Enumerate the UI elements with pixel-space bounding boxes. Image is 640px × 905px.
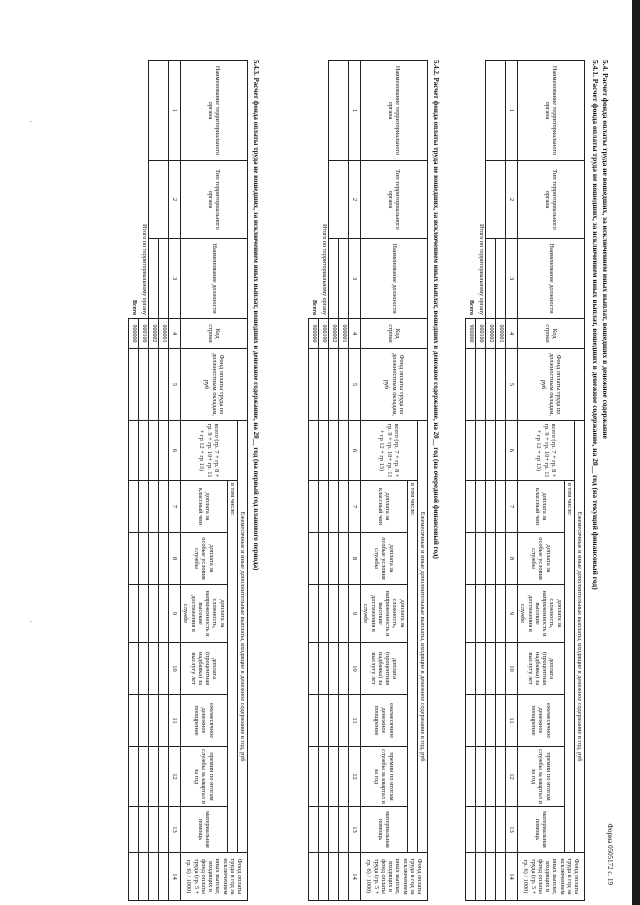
column-number: 3 xyxy=(506,239,518,319)
empty-cell xyxy=(339,349,349,421)
col-8-header: доплата за особые условия службы xyxy=(181,533,227,585)
empty-cell xyxy=(486,533,496,585)
empty-cell xyxy=(466,747,476,807)
empty-cell xyxy=(309,421,319,481)
empty-cell xyxy=(466,643,476,695)
col-position-header: Наименование должности xyxy=(181,239,248,319)
empty-cell xyxy=(129,747,139,807)
column-number: 13 xyxy=(349,807,361,853)
empty-cell xyxy=(319,533,329,585)
column-number: 10 xyxy=(169,643,181,695)
col-11-header: ежемесячное денежное поощрение xyxy=(181,695,227,747)
empty-cell xyxy=(319,585,329,643)
col-incl-header: в том числе: xyxy=(564,481,574,853)
empty-cell xyxy=(309,481,319,533)
empty-cell xyxy=(486,161,506,239)
empty-cell xyxy=(139,853,149,901)
row-code: 900000 xyxy=(309,319,319,349)
col-13-header: материальная помощь xyxy=(518,807,564,853)
empty-cell xyxy=(486,239,496,319)
column-number-row xyxy=(169,61,181,901)
empty-cell xyxy=(129,533,139,585)
empty-cell xyxy=(309,585,319,643)
empty-cell xyxy=(149,239,159,319)
empty-cell xyxy=(129,481,139,533)
empty-cell xyxy=(139,747,149,807)
column-number: 6 xyxy=(169,421,181,481)
empty-cell xyxy=(476,695,486,747)
empty-cell xyxy=(319,695,329,747)
empty-cell xyxy=(496,349,506,421)
header-line-1: 5.4. Расчет фонда оплаты труда не вошедших, за исключением иных выплат, вошедших в денежное содержание xyxy=(601,60,610,439)
empty-cell xyxy=(486,853,496,901)
column-number: 12 xyxy=(169,747,181,807)
column-number: 4 xyxy=(169,319,181,349)
empty-cell xyxy=(486,585,496,643)
col-fund-header: Фонд оплаты труда по должностным окладам, руб xyxy=(518,349,585,421)
col-9-header: доплата за сложность, напряженность и высокие достижения в службе xyxy=(518,585,564,643)
empty-cell xyxy=(476,421,486,481)
empty-cell xyxy=(486,643,496,695)
fund-table xyxy=(465,60,585,901)
empty-cell xyxy=(149,161,169,239)
empty-cell xyxy=(149,643,159,695)
empty-cell xyxy=(466,421,476,481)
column-number: 12 xyxy=(506,747,518,807)
empty-cell xyxy=(139,695,149,747)
empty-cell xyxy=(329,61,349,161)
col-13-header: материальная помощь xyxy=(181,807,227,853)
row-code: 000001 xyxy=(496,319,506,349)
column-number: 9 xyxy=(506,585,518,643)
col-10-header: доплата (процентная надбавка) за выслугу лет xyxy=(518,643,564,695)
empty-cell xyxy=(329,239,339,319)
empty-cell xyxy=(496,695,506,747)
empty-cell xyxy=(129,853,139,901)
empty-cell xyxy=(486,807,496,853)
empty-cell xyxy=(159,585,169,643)
col-7-header: доплата за классный чин xyxy=(181,481,227,533)
empty-cell xyxy=(486,349,496,421)
empty-cell xyxy=(329,747,339,807)
col-code-header: Код строки xyxy=(518,319,585,349)
column-number-row xyxy=(349,61,361,901)
row-code: 000001 xyxy=(159,319,169,349)
column-number-row xyxy=(506,61,518,901)
column-number: 2 xyxy=(506,161,518,239)
column-number: 10 xyxy=(506,643,518,695)
total-row-label: Итого по территориальному органу xyxy=(477,224,484,315)
col-9-header: доплата за сложность, напряженность и высокие достижения в службе xyxy=(181,585,227,643)
scan-dot: · xyxy=(26,120,35,123)
empty-cell xyxy=(486,61,506,161)
row-code: 900000 xyxy=(129,319,139,349)
empty-cell xyxy=(129,421,139,481)
empty-cell xyxy=(319,421,329,481)
col-incl-header: в том числе: xyxy=(227,481,237,853)
total-row-label: Итого по территориальному органу xyxy=(320,224,327,315)
empty-cell xyxy=(159,481,169,533)
empty-cell xyxy=(159,239,169,319)
col-total-header: всего (гр. 7 + гр. 8 + гр. 9 + гр. 10+ гр. 11 + гр 12 + гр 13) xyxy=(181,421,238,481)
empty-cell xyxy=(159,853,169,901)
column-number: 8 xyxy=(349,533,361,585)
col-14-header: Фонд оплаты труда в год за исключением иных выплат, входящих в фонд оплаты труда (гр. 5 + гр. 6) / 1000) xyxy=(518,853,585,901)
empty-cell xyxy=(159,349,169,421)
empty-cell xyxy=(466,807,476,853)
col-type-header: Тип территориального органа xyxy=(361,161,428,239)
column-number: 5 xyxy=(506,349,518,421)
col-group-header: Ежемесячные и иные дополнительные выплаты, входящие в денежное содержание в год, руб xyxy=(574,421,584,853)
empty-cell xyxy=(149,349,159,421)
empty-cell xyxy=(309,643,319,695)
empty-cell xyxy=(466,695,476,747)
empty-cell xyxy=(149,421,159,481)
total-row-label: Всего xyxy=(311,300,318,315)
header xyxy=(590,60,610,590)
empty-cell xyxy=(309,349,319,421)
empty-cell xyxy=(329,533,339,585)
empty-cell xyxy=(129,349,139,421)
empty-cell xyxy=(329,421,339,481)
col-10-header: доплата (процентная надбавка) за выслугу лет xyxy=(181,643,227,695)
empty-cell xyxy=(466,349,476,421)
empty-cell xyxy=(339,695,349,747)
section-title: 5.4.3. Расчет фонда оплаты труда не вошедших, за исключением иных выплат, вошедших в денежное содержание, на 20__ год (на первый год планового периода) xyxy=(252,60,260,571)
header-line-2: 5.4.1. Расчет фонда оплаты труда не вошедших, за исключением иных выплат, вошедших в денежное содержание, на 20__ год (на текущий финансовый год) xyxy=(591,60,600,590)
empty-cell xyxy=(159,421,169,481)
top-scan-bar xyxy=(632,0,640,905)
column-number: 2 xyxy=(349,161,361,239)
empty-cell xyxy=(329,349,339,421)
col-name-header: Наименование территориального органа xyxy=(361,61,428,161)
column-number: 4 xyxy=(506,319,518,349)
empty-cell xyxy=(309,533,319,585)
column-number: 11 xyxy=(169,695,181,747)
column-number: 4 xyxy=(349,319,361,349)
empty-cell xyxy=(339,747,349,807)
empty-cell xyxy=(496,853,506,901)
row-code: 000002 xyxy=(149,319,159,349)
col-code-header: Код строки xyxy=(361,319,428,349)
empty-cell xyxy=(159,695,169,747)
empty-cell xyxy=(129,643,139,695)
empty-cell xyxy=(496,533,506,585)
column-number: 3 xyxy=(169,239,181,319)
column-number: 8 xyxy=(169,533,181,585)
col-8-header: доплата за особые условия службы xyxy=(518,533,564,585)
empty-cell xyxy=(149,585,159,643)
col-7-header: доплата за классный чин xyxy=(361,481,407,533)
col-7-header: доплата за классный чин xyxy=(518,481,564,533)
empty-cell xyxy=(486,695,496,747)
scan-dot: · xyxy=(26,620,35,623)
empty-cell xyxy=(129,807,139,853)
empty-cell xyxy=(329,481,339,533)
empty-cell xyxy=(139,349,149,421)
empty-cell xyxy=(476,349,486,421)
row-code: 900000 xyxy=(466,319,476,349)
empty-cell xyxy=(496,807,506,853)
empty-cell xyxy=(339,533,349,585)
col-total-header: всего (гр. 7 + гр. 8 + гр. 9 + гр. 10+ гр. 11 + гр 12 + гр 13) xyxy=(518,421,575,481)
col-13-header: материальная помощь xyxy=(361,807,407,853)
empty-cell xyxy=(309,747,319,807)
empty-cell xyxy=(149,533,159,585)
column-number: 11 xyxy=(349,695,361,747)
empty-cell xyxy=(329,695,339,747)
empty-cell xyxy=(159,747,169,807)
empty-cell xyxy=(159,643,169,695)
empty-cell xyxy=(329,807,339,853)
empty-cell xyxy=(496,747,506,807)
empty-cell xyxy=(496,643,506,695)
empty-cell xyxy=(496,239,506,319)
column-number: 13 xyxy=(169,807,181,853)
column-number: 6 xyxy=(506,421,518,481)
empty-cell xyxy=(149,853,159,901)
total-row-label: Итого по территориальному органу xyxy=(140,224,147,315)
column-number: 14 xyxy=(349,853,361,901)
empty-cell xyxy=(149,695,159,747)
empty-cell xyxy=(339,807,349,853)
empty-cell xyxy=(329,853,339,901)
empty-cell xyxy=(139,481,149,533)
row-code: 000002 xyxy=(329,319,339,349)
row-code: 000100 xyxy=(319,319,329,349)
col-12-header: премии по итогам службы за квартал и за год xyxy=(361,747,407,807)
column-number: 3 xyxy=(349,239,361,319)
col-9-header: доплата за сложность, напряженность и высокие достижения в службе xyxy=(361,585,407,643)
section-title: 5.4.2. Расчет фонда оплаты труда не вошедших, за исключением иных выплат, вошедших в денежное содержание, на 20__ год (на очередной финансовый год) xyxy=(432,60,440,559)
column-number: 7 xyxy=(506,481,518,533)
column-number: 13 xyxy=(506,807,518,853)
col-code-header: Код строки xyxy=(181,319,248,349)
empty-cell xyxy=(139,533,149,585)
form-label: Форма 0505172 с. 19 xyxy=(606,823,614,885)
empty-cell xyxy=(139,585,149,643)
col-fund-header: Фонд оплаты труда по должностным окладам, руб xyxy=(361,349,428,421)
empty-cell xyxy=(329,585,339,643)
column-number: 14 xyxy=(506,853,518,901)
row-code: 000100 xyxy=(476,319,486,349)
column-number: 1 xyxy=(349,61,361,161)
col-position-header: Наименование должности xyxy=(361,239,428,319)
col-fund-header: Фонд оплаты труда по должностным окладам, руб xyxy=(181,349,248,421)
empty-cell xyxy=(139,807,149,853)
column-number: 14 xyxy=(169,853,181,901)
empty-cell xyxy=(339,239,349,319)
total-row-label: Всего xyxy=(131,300,138,315)
row-code: 000002 xyxy=(486,319,496,349)
fund-table xyxy=(308,60,428,901)
empty-cell xyxy=(149,807,159,853)
col-type-header: Тип территориального органа xyxy=(518,161,585,239)
empty-cell xyxy=(139,643,149,695)
empty-cell xyxy=(466,585,476,643)
column-number: 10 xyxy=(349,643,361,695)
empty-cell xyxy=(476,853,486,901)
empty-cell xyxy=(319,349,329,421)
empty-cell xyxy=(309,695,319,747)
empty-cell xyxy=(139,421,149,481)
fund-table xyxy=(128,60,248,901)
column-number: 2 xyxy=(169,161,181,239)
col-8-header: доплата за особые условия службы xyxy=(361,533,407,585)
row-code: 000100 xyxy=(139,319,149,349)
empty-cell xyxy=(319,853,329,901)
empty-cell xyxy=(149,747,159,807)
empty-cell xyxy=(319,747,329,807)
empty-cell xyxy=(149,481,159,533)
empty-cell xyxy=(329,161,349,239)
empty-cell xyxy=(339,481,349,533)
empty-cell xyxy=(319,807,329,853)
empty-cell xyxy=(339,853,349,901)
empty-cell xyxy=(339,585,349,643)
empty-cell xyxy=(159,533,169,585)
col-total-header: всего (гр. 7 + гр. 8 + гр. 9 + гр. 10+ гр. 11 + гр 12 + гр 13) xyxy=(361,421,418,481)
empty-cell xyxy=(486,747,496,807)
empty-cell xyxy=(319,643,329,695)
col-incl-header: в том числе: xyxy=(407,481,417,853)
col-name-header: Наименование территориального органа xyxy=(181,61,248,161)
column-number: 5 xyxy=(349,349,361,421)
empty-cell xyxy=(339,421,349,481)
empty-cell xyxy=(466,533,476,585)
col-group-header: Ежемесячные и иные дополнительные выплаты, входящие в денежное содержание в год, руб xyxy=(417,421,427,853)
col-14-header: Фонд оплаты труда в год за исключением иных выплат, входящих в фонд оплаты труда (гр. 5 + гр. 6) / 1000) xyxy=(361,853,428,901)
col-type-header: Тип территориального органа xyxy=(181,161,248,239)
empty-cell xyxy=(476,643,486,695)
column-number: 1 xyxy=(169,61,181,161)
column-number: 12 xyxy=(349,747,361,807)
column-number: 1 xyxy=(506,61,518,161)
empty-cell xyxy=(476,533,486,585)
col-10-header: доплата (процентная надбавка) за выслугу лет xyxy=(361,643,407,695)
empty-cell xyxy=(159,807,169,853)
empty-cell xyxy=(309,807,319,853)
empty-cell xyxy=(476,585,486,643)
empty-cell xyxy=(319,481,329,533)
row-code: 000001 xyxy=(339,319,349,349)
empty-cell xyxy=(466,853,476,901)
empty-cell xyxy=(149,61,169,161)
empty-cell xyxy=(486,481,496,533)
col-group-header: Ежемесячные и иные дополнительные выплаты, входящие в денежное содержание в год, руб xyxy=(237,421,247,853)
column-number: 8 xyxy=(506,533,518,585)
empty-cell xyxy=(329,643,339,695)
empty-cell xyxy=(339,643,349,695)
empty-cell xyxy=(466,481,476,533)
col-12-header: премии по итогам службы за квартал и за год xyxy=(181,747,227,807)
empty-cell xyxy=(129,695,139,747)
empty-cell xyxy=(309,853,319,901)
col-name-header: Наименование территориального органа xyxy=(518,61,585,161)
column-number: 5 xyxy=(169,349,181,421)
col-14-header: Фонд оплаты труда в год за исключением иных выплат, входящих в фонд оплаты труда (гр. 5 + гр. 6) / 1000) xyxy=(181,853,248,901)
column-number: 7 xyxy=(169,481,181,533)
empty-cell xyxy=(129,585,139,643)
column-number: 6 xyxy=(349,421,361,481)
column-number: 7 xyxy=(349,481,361,533)
empty-cell xyxy=(476,747,486,807)
column-number: 9 xyxy=(349,585,361,643)
empty-cell xyxy=(486,421,496,481)
col-position-header: Наименование должности xyxy=(518,239,585,319)
col-12-header: премии по итогам службы за квартал и за год xyxy=(518,747,564,807)
empty-cell xyxy=(496,585,506,643)
empty-cell xyxy=(476,807,486,853)
empty-cell xyxy=(476,481,486,533)
empty-cell xyxy=(496,481,506,533)
empty-cell xyxy=(496,421,506,481)
col-11-header: ежемесячное денежное поощрение xyxy=(361,695,407,747)
column-number: 11 xyxy=(506,695,518,747)
total-row-label: Всего xyxy=(468,300,475,315)
column-number: 9 xyxy=(169,585,181,643)
col-11-header: ежемесячное денежное поощрение xyxy=(518,695,564,747)
